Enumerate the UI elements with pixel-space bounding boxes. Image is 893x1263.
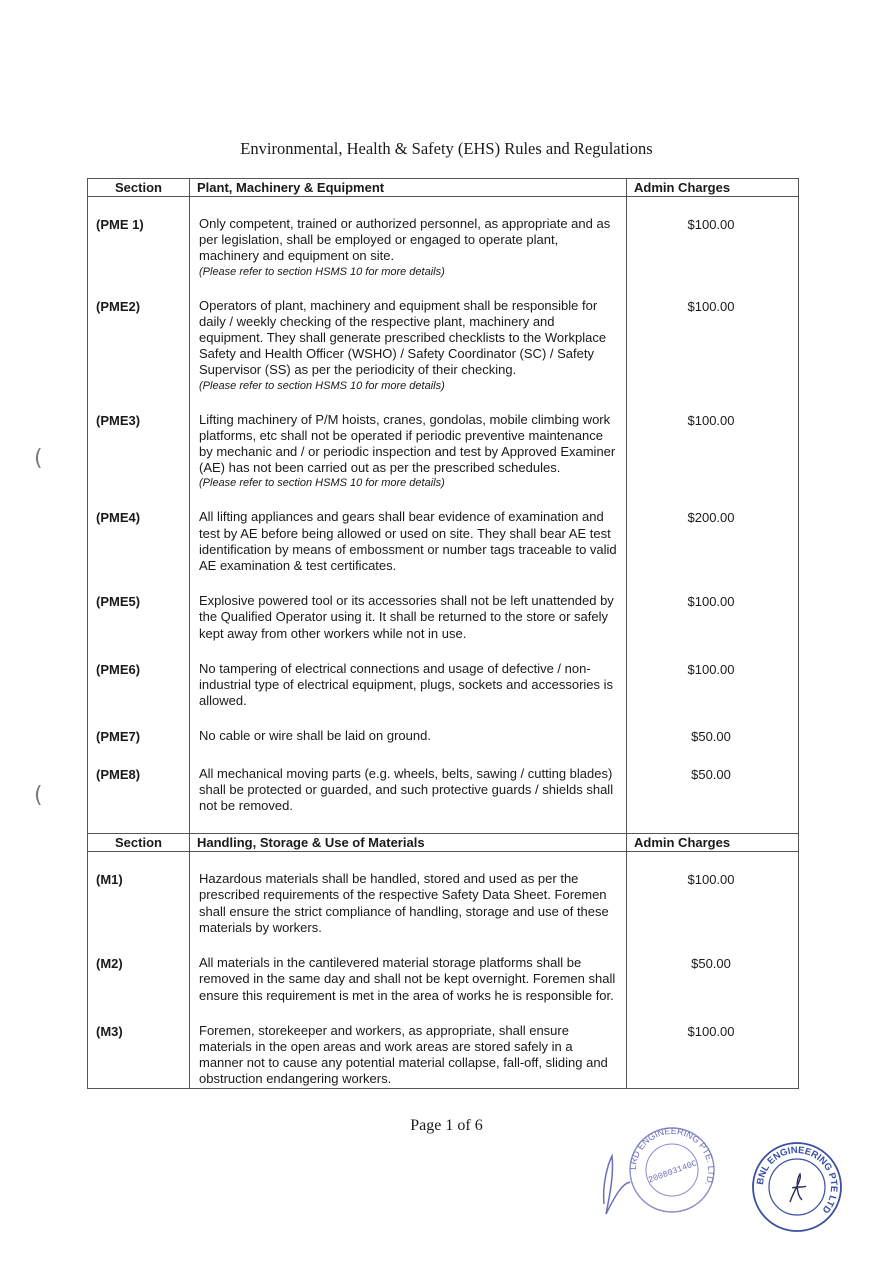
row-spacer bbox=[88, 1004, 799, 1023]
rule-code: (PME8) bbox=[88, 766, 190, 815]
rule-code: (PME2) bbox=[88, 298, 190, 393]
rule-row bbox=[88, 955, 799, 1004]
row-spacer bbox=[88, 852, 799, 872]
section-topic-header: Handling, Storage & Use of Materials bbox=[190, 834, 627, 852]
spacer-cell bbox=[88, 490, 190, 509]
rule-description-cell bbox=[190, 412, 627, 491]
admin-charge: $50.00 bbox=[627, 728, 799, 746]
spacer-cell bbox=[627, 574, 799, 593]
spacer-cell bbox=[88, 393, 190, 412]
rule-reference-note: (Please refer to section HSMS 10 for more details) bbox=[199, 379, 445, 392]
document-title: Environmental, Health & Safety (EHS) Rules and Regulations bbox=[240, 139, 653, 158]
rule-code: (PME4) bbox=[88, 509, 190, 574]
stamp-lrd-number: 200803140C bbox=[647, 1158, 699, 1186]
spacer-cell bbox=[627, 852, 799, 872]
row-spacer bbox=[88, 490, 799, 509]
rule-row bbox=[88, 216, 799, 279]
rule-description: All materials in the cantilevered material storage platforms shall be removed in the same day and shall not be kept overnight. Foremen shall ensure this requirement is met in the area of works he is responsible for. bbox=[199, 955, 616, 1003]
row-spacer bbox=[88, 393, 799, 412]
rule-description: No tampering of electrical connections and usage of defective / non-industrial type of electrical equipment, plugs, sockets and accessories is allowed. bbox=[199, 660, 614, 709]
row-spacer bbox=[88, 574, 799, 593]
section-end-spacer bbox=[88, 814, 799, 834]
spacer-cell bbox=[190, 1004, 627, 1023]
admin-charge: $100.00 bbox=[627, 871, 799, 936]
rule-code: (PME3) bbox=[88, 412, 190, 491]
rule-row bbox=[88, 412, 799, 491]
spacer-cell bbox=[88, 852, 190, 872]
row-spacer bbox=[88, 279, 799, 298]
admin-charge: $100.00 bbox=[627, 298, 799, 393]
rule-description-cell bbox=[190, 298, 627, 393]
spacer-cell bbox=[88, 279, 190, 298]
svg-text:LRD ENGINEERING PTE. LTD. bbox=[628, 1126, 716, 1187]
section-topic-header: Plant, Machinery & Equipment bbox=[190, 179, 627, 197]
rule-code: (PME7) bbox=[88, 728, 190, 746]
spacer-cell bbox=[627, 747, 799, 766]
rule-description-cell bbox=[190, 766, 627, 815]
rule-row bbox=[88, 661, 799, 710]
admin-charges-header: Admin Charges bbox=[627, 834, 799, 852]
spacer-cell bbox=[88, 814, 190, 834]
rule-description-cell bbox=[190, 955, 627, 1004]
rule-row bbox=[88, 509, 799, 574]
rule-row bbox=[88, 1023, 799, 1088]
rule-code: (M1) bbox=[88, 871, 190, 936]
admin-charge: $100.00 bbox=[627, 1023, 799, 1088]
rule-description: Hazardous materials shall be handled, stored and used as per the prescribed requirements of the respective Safety Data Sheet. Foremen shall ensure the strict compliance of handling, storage and use of these materials by workers. bbox=[199, 871, 609, 935]
company-stamp-bnl bbox=[750, 1140, 844, 1234]
page-number: Page 1 of 6 bbox=[410, 1117, 483, 1134]
admin-charge: $200.00 bbox=[627, 509, 799, 574]
row-spacer bbox=[88, 747, 799, 766]
rule-description-cell bbox=[190, 593, 627, 642]
admin-charge: $100.00 bbox=[627, 661, 799, 710]
row-spacer bbox=[88, 642, 799, 661]
spacer-cell bbox=[190, 814, 627, 834]
section-header-row bbox=[88, 179, 799, 197]
admin-charges-header: Admin Charges bbox=[627, 179, 799, 197]
rule-code: (PME5) bbox=[88, 593, 190, 642]
spacer-cell bbox=[627, 279, 799, 298]
rule-description: Operators of plant, machinery and equipment shall be responsible for daily / weekly checking of the respective plant, machinery and equipment. They shall generate prescribed checklists to the Workplace Safety and Health Officer (WSHO) / Safety Coordinator (SC) / Safety Supervisor (SS) as per the periodicity of their checking. bbox=[199, 297, 607, 378]
stamp-lrd-text: LRD ENGINEERING PTE. LTD. bbox=[627, 1125, 717, 1188]
rule-description: Only competent, trained or authorized personnel, as appropriate and as per legislation, shall be employed or engaged to operate plant, machinery and equipment on site. bbox=[199, 216, 611, 264]
spacer-cell bbox=[190, 490, 627, 509]
row-spacer bbox=[88, 197, 799, 217]
stamp-bnl-text: BNL ENGINEERING PTE LTD bbox=[754, 1144, 840, 1216]
binder-hole-mark: ( bbox=[34, 446, 43, 471]
spacer-cell bbox=[627, 814, 799, 834]
rule-code: (PME 1) bbox=[88, 216, 190, 279]
spacer-cell bbox=[88, 747, 190, 766]
rule-code: (PME6) bbox=[88, 661, 190, 710]
admin-charge: $100.00 bbox=[627, 412, 799, 491]
spacer-cell bbox=[190, 279, 627, 298]
section-header-row bbox=[88, 834, 799, 852]
rule-code: (M3) bbox=[88, 1023, 190, 1088]
rule-description-cell bbox=[190, 661, 627, 710]
rule-description-cell bbox=[190, 1023, 627, 1088]
rule-description: Foremen, storekeeper and workers, as appropriate, shall ensure materials in the open areas and work areas are stored safely in a manner not to cause any potential material collapse, fall-off, sliding and obstruction endangering workers. bbox=[199, 1022, 608, 1087]
rule-code: (M2) bbox=[88, 955, 190, 1004]
spacer-cell bbox=[190, 642, 627, 661]
rule-row bbox=[88, 871, 799, 936]
spacer-cell bbox=[88, 574, 190, 593]
spacer-cell bbox=[88, 936, 190, 955]
spacer-cell bbox=[627, 709, 799, 728]
admin-charge: $100.00 bbox=[627, 216, 799, 279]
rule-description-cell bbox=[190, 216, 627, 279]
row-spacer bbox=[88, 936, 799, 955]
spacer-cell bbox=[627, 936, 799, 955]
rule-description: All mechanical moving parts (e.g. wheels, belts, sawing / cutting blades) shall be protected or guarded, and such protective guards / shields shall not be removed. bbox=[199, 765, 614, 814]
row-spacer bbox=[88, 709, 799, 728]
rule-reference-note: (Please refer to section HSMS 10 for more details) bbox=[199, 265, 445, 278]
admin-charge: $50.00 bbox=[627, 955, 799, 1004]
spacer-cell bbox=[190, 574, 627, 593]
spacer-cell bbox=[627, 490, 799, 509]
rule-reference-note: (Please refer to section HSMS 10 for more details) bbox=[199, 477, 445, 490]
spacer-cell bbox=[627, 393, 799, 412]
spacer-cell bbox=[627, 1004, 799, 1023]
rule-row bbox=[88, 298, 799, 393]
admin-charge: $50.00 bbox=[627, 766, 799, 815]
company-stamp-lrd bbox=[596, 1124, 721, 1224]
section-column-header: Section bbox=[88, 179, 190, 197]
rule-row bbox=[88, 766, 799, 815]
spacer-cell bbox=[627, 197, 799, 217]
rule-description-cell bbox=[190, 509, 627, 574]
rule-description: All lifting appliances and gears shall bear evidence of examination and test by AE before being allowed or used on site. They shall bear AE test identification by means of embossment or number tags traceable to valid AE examination & test certificates. bbox=[199, 509, 617, 574]
spacer-cell bbox=[627, 642, 799, 661]
ehs-rules-table bbox=[87, 178, 799, 1089]
spacer-cell bbox=[88, 709, 190, 728]
rule-row bbox=[88, 728, 799, 746]
rule-description: No cable or wire shall be laid on ground. bbox=[199, 728, 431, 744]
rule-description-cell bbox=[190, 728, 627, 746]
spacer-cell bbox=[190, 197, 627, 217]
spacer-cell bbox=[190, 393, 627, 412]
section-column-header: Section bbox=[88, 834, 190, 852]
spacer-cell bbox=[88, 1004, 190, 1023]
rule-description: Lifting machinery of P/M hoists, cranes, gondolas, mobile climbing work platforms, etc shall not be operated if periodic preventive maintenance by mechanic and / or periodic inspection and test by Approved Examiner (AE) has not been carried out as per the prescribed schedules. bbox=[199, 411, 616, 476]
rule-description: Explosive powered tool or its accessories shall not be left unattended by the Qualified Operator using it. It shall be returned to the store or safely kept away from other workers while not in use. bbox=[199, 593, 614, 641]
spacer-cell bbox=[190, 852, 627, 872]
spacer-cell bbox=[88, 642, 190, 661]
spacer-cell bbox=[190, 709, 627, 728]
rule-row bbox=[88, 593, 799, 642]
spacer-cell bbox=[190, 936, 627, 955]
spacer-cell bbox=[190, 747, 627, 766]
admin-charge: $100.00 bbox=[627, 593, 799, 642]
rule-description-cell bbox=[190, 871, 627, 936]
spacer-cell bbox=[88, 197, 190, 217]
binder-hole-mark: ( bbox=[34, 783, 43, 808]
